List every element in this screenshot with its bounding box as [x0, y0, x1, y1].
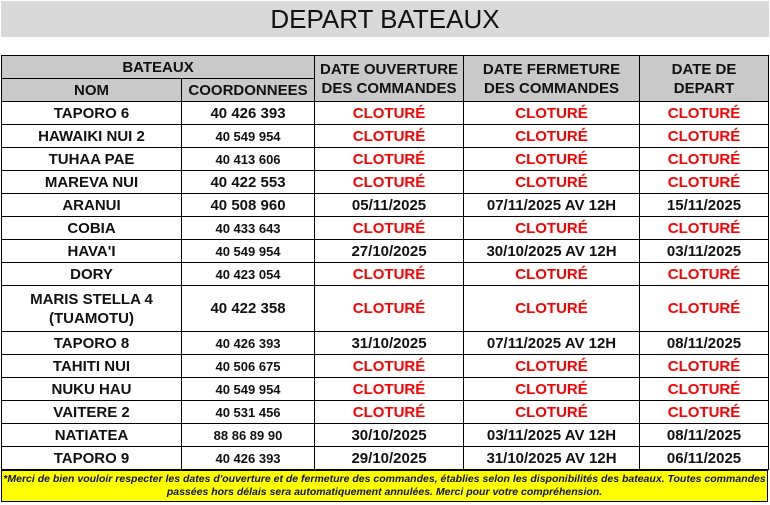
cell-date-fermeture: CLOTURÉ	[464, 148, 640, 171]
cell-date-fermeture: 30/10/2025 AV 12H	[464, 240, 640, 263]
cell-date-ouverture: CLOTURÉ	[315, 102, 464, 125]
table-row	[2, 263, 769, 286]
table-row	[2, 447, 769, 470]
cell-nom: NATIATEA	[2, 424, 182, 447]
cell-date-fermeture: CLOTURÉ	[464, 286, 640, 332]
table-row	[2, 401, 769, 424]
cell-date-ouverture: CLOTURÉ	[315, 286, 464, 332]
cell-date-depart: CLOTURÉ	[640, 378, 769, 401]
cell-date-ouverture: CLOTURÉ	[315, 378, 464, 401]
cell-date-fermeture: CLOTURÉ	[464, 355, 640, 378]
cell-nom: MAREVA NUI	[2, 171, 182, 194]
cell-coordonnees: 40 549 954	[182, 125, 315, 148]
table-row	[2, 171, 769, 194]
cell-date-fermeture: CLOTURÉ	[464, 263, 640, 286]
cell-date-ouverture: 29/10/2025	[315, 447, 464, 470]
header-coordonnees: COORDONNEES	[182, 79, 315, 102]
cell-date-depart: CLOTURÉ	[640, 148, 769, 171]
table-row	[2, 102, 769, 125]
cell-nom: VAITERE 2	[2, 401, 182, 424]
cell-coordonnees: 40 549 954	[182, 378, 315, 401]
cell-coordonnees: 40 422 553	[182, 171, 315, 194]
cell-nom: DORY	[2, 263, 182, 286]
cell-nom: TAPORO 9	[2, 447, 182, 470]
table-row	[2, 148, 769, 171]
cell-coordonnees: 40 413 606	[182, 148, 315, 171]
header-date-depart	[640, 56, 769, 102]
table-row	[2, 355, 769, 378]
cell-date-fermeture: 31/10/2025 AV 12H	[464, 447, 640, 470]
cell-coordonnees: 40 422 358	[182, 286, 315, 332]
cell-date-depart: CLOTURÉ	[640, 171, 769, 194]
cell-date-fermeture: CLOTURÉ	[464, 102, 640, 125]
table-row	[2, 125, 769, 148]
cell-coordonnees: 40 423 054	[182, 263, 315, 286]
cell-date-depart: CLOTURÉ	[640, 355, 769, 378]
cell-nom: TAPORO 6	[2, 102, 182, 125]
cell-date-ouverture: CLOTURÉ	[315, 263, 464, 286]
cell-date-fermeture: CLOTURÉ	[464, 378, 640, 401]
cell-date-ouverture: CLOTURÉ	[315, 171, 464, 194]
cell-coordonnees: 40 433 643	[182, 217, 315, 240]
header-date-fermeture	[464, 56, 640, 102]
cell-date-fermeture: CLOTURÉ	[464, 171, 640, 194]
cell-date-depart: CLOTURÉ	[640, 102, 769, 125]
cell-nom: HAVA'I	[2, 240, 182, 263]
table-row	[2, 424, 769, 447]
cell-date-fermeture: 07/11/2025 AV 12H	[464, 332, 640, 355]
cell-coordonnees: 40 508 960	[182, 194, 315, 217]
cell-date-fermeture: CLOTURÉ	[464, 401, 640, 424]
table-row	[2, 217, 769, 240]
header-date-fermeture-line2: DES COMMANDES	[484, 79, 620, 97]
header-date-ouverture-line2: DES COMMANDES	[321, 79, 457, 97]
header-nom: NOM	[2, 79, 182, 102]
cell-coordonnees: 40 506 675	[182, 355, 315, 378]
cell-date-depart: CLOTURÉ	[640, 125, 769, 148]
cell-nom: ARANUI	[2, 194, 182, 217]
cell-nom: NUKU HAU	[2, 378, 182, 401]
cell-date-ouverture: CLOTURÉ	[315, 401, 464, 424]
cell-nom: MARIS STELLA 4 (TUAMOTU)	[2, 286, 182, 332]
cell-date-depart: 15/11/2025	[640, 194, 769, 217]
cell-date-depart: CLOTURÉ	[640, 217, 769, 240]
cell-date-fermeture: 07/11/2025 AV 12H	[464, 194, 640, 217]
footnote: *Merci de bien vouloir respecter les dates d'ouverture et de fermeture des commandes, établies selon les disponibilités des bateaux. Toutes commandes passées hors délais sera automatiquement annulées. Merci pour votre compréhension.	[1, 470, 768, 502]
cell-date-depart: CLOTURÉ	[640, 401, 769, 424]
cell-date-depart: 03/11/2025	[640, 240, 769, 263]
header-date-fermeture-line1: DATE FERMETURE	[482, 60, 621, 78]
cell-date-depart: 08/11/2025	[640, 332, 769, 355]
header-date-depart-line1: DATE DE	[671, 60, 737, 78]
table-row	[2, 378, 769, 401]
cell-date-ouverture: CLOTURÉ	[315, 217, 464, 240]
cell-date-ouverture: 30/10/2025	[315, 424, 464, 447]
cell-nom: TAHITI NUI	[2, 355, 182, 378]
cell-date-fermeture: CLOTURÉ	[464, 125, 640, 148]
cell-coordonnees: 40 426 393	[182, 447, 315, 470]
cell-date-ouverture: CLOTURÉ	[315, 355, 464, 378]
header-date-ouverture-line1: DATE OUVERTURE	[319, 60, 459, 78]
cell-date-depart: 08/11/2025	[640, 424, 769, 447]
page-title: DEPART BATEAUX	[1, 1, 769, 37]
departures-table	[1, 55, 769, 470]
header-bateaux: BATEAUX	[2, 56, 315, 79]
cell-date-depart: CLOTURÉ	[640, 286, 769, 332]
cell-coordonnees: 88 86 89 90	[182, 424, 315, 447]
cell-date-ouverture: 31/10/2025	[315, 332, 464, 355]
table-row	[2, 332, 769, 355]
cell-date-fermeture: CLOTURÉ	[464, 217, 640, 240]
cell-date-fermeture: 03/11/2025 AV 12H	[464, 424, 640, 447]
cell-coordonnees: 40 426 393	[182, 332, 315, 355]
table-row	[2, 286, 769, 332]
cell-nom: TUHAA PAE	[2, 148, 182, 171]
cell-nom: COBIA	[2, 217, 182, 240]
table-body	[2, 102, 769, 470]
cell-date-depart: 06/11/2025	[640, 447, 769, 470]
table-row	[2, 194, 769, 217]
cell-nom: TAPORO 8	[2, 332, 182, 355]
table-row	[2, 240, 769, 263]
cell-date-ouverture: 27/10/2025	[315, 240, 464, 263]
cell-date-ouverture: CLOTURÉ	[315, 148, 464, 171]
header-date-ouverture	[315, 56, 464, 102]
header-date-depart-line2: DEPART	[673, 79, 735, 97]
cell-date-ouverture: 05/11/2025	[315, 194, 464, 217]
cell-coordonnees: 40 531 456	[182, 401, 315, 424]
cell-date-depart: CLOTURÉ	[640, 263, 769, 286]
cell-nom: HAWAIKI NUI 2	[2, 125, 182, 148]
cell-date-ouverture: CLOTURÉ	[315, 125, 464, 148]
cell-coordonnees: 40 549 954	[182, 240, 315, 263]
header-row-1	[2, 56, 769, 79]
cell-coordonnees: 40 426 393	[182, 102, 315, 125]
